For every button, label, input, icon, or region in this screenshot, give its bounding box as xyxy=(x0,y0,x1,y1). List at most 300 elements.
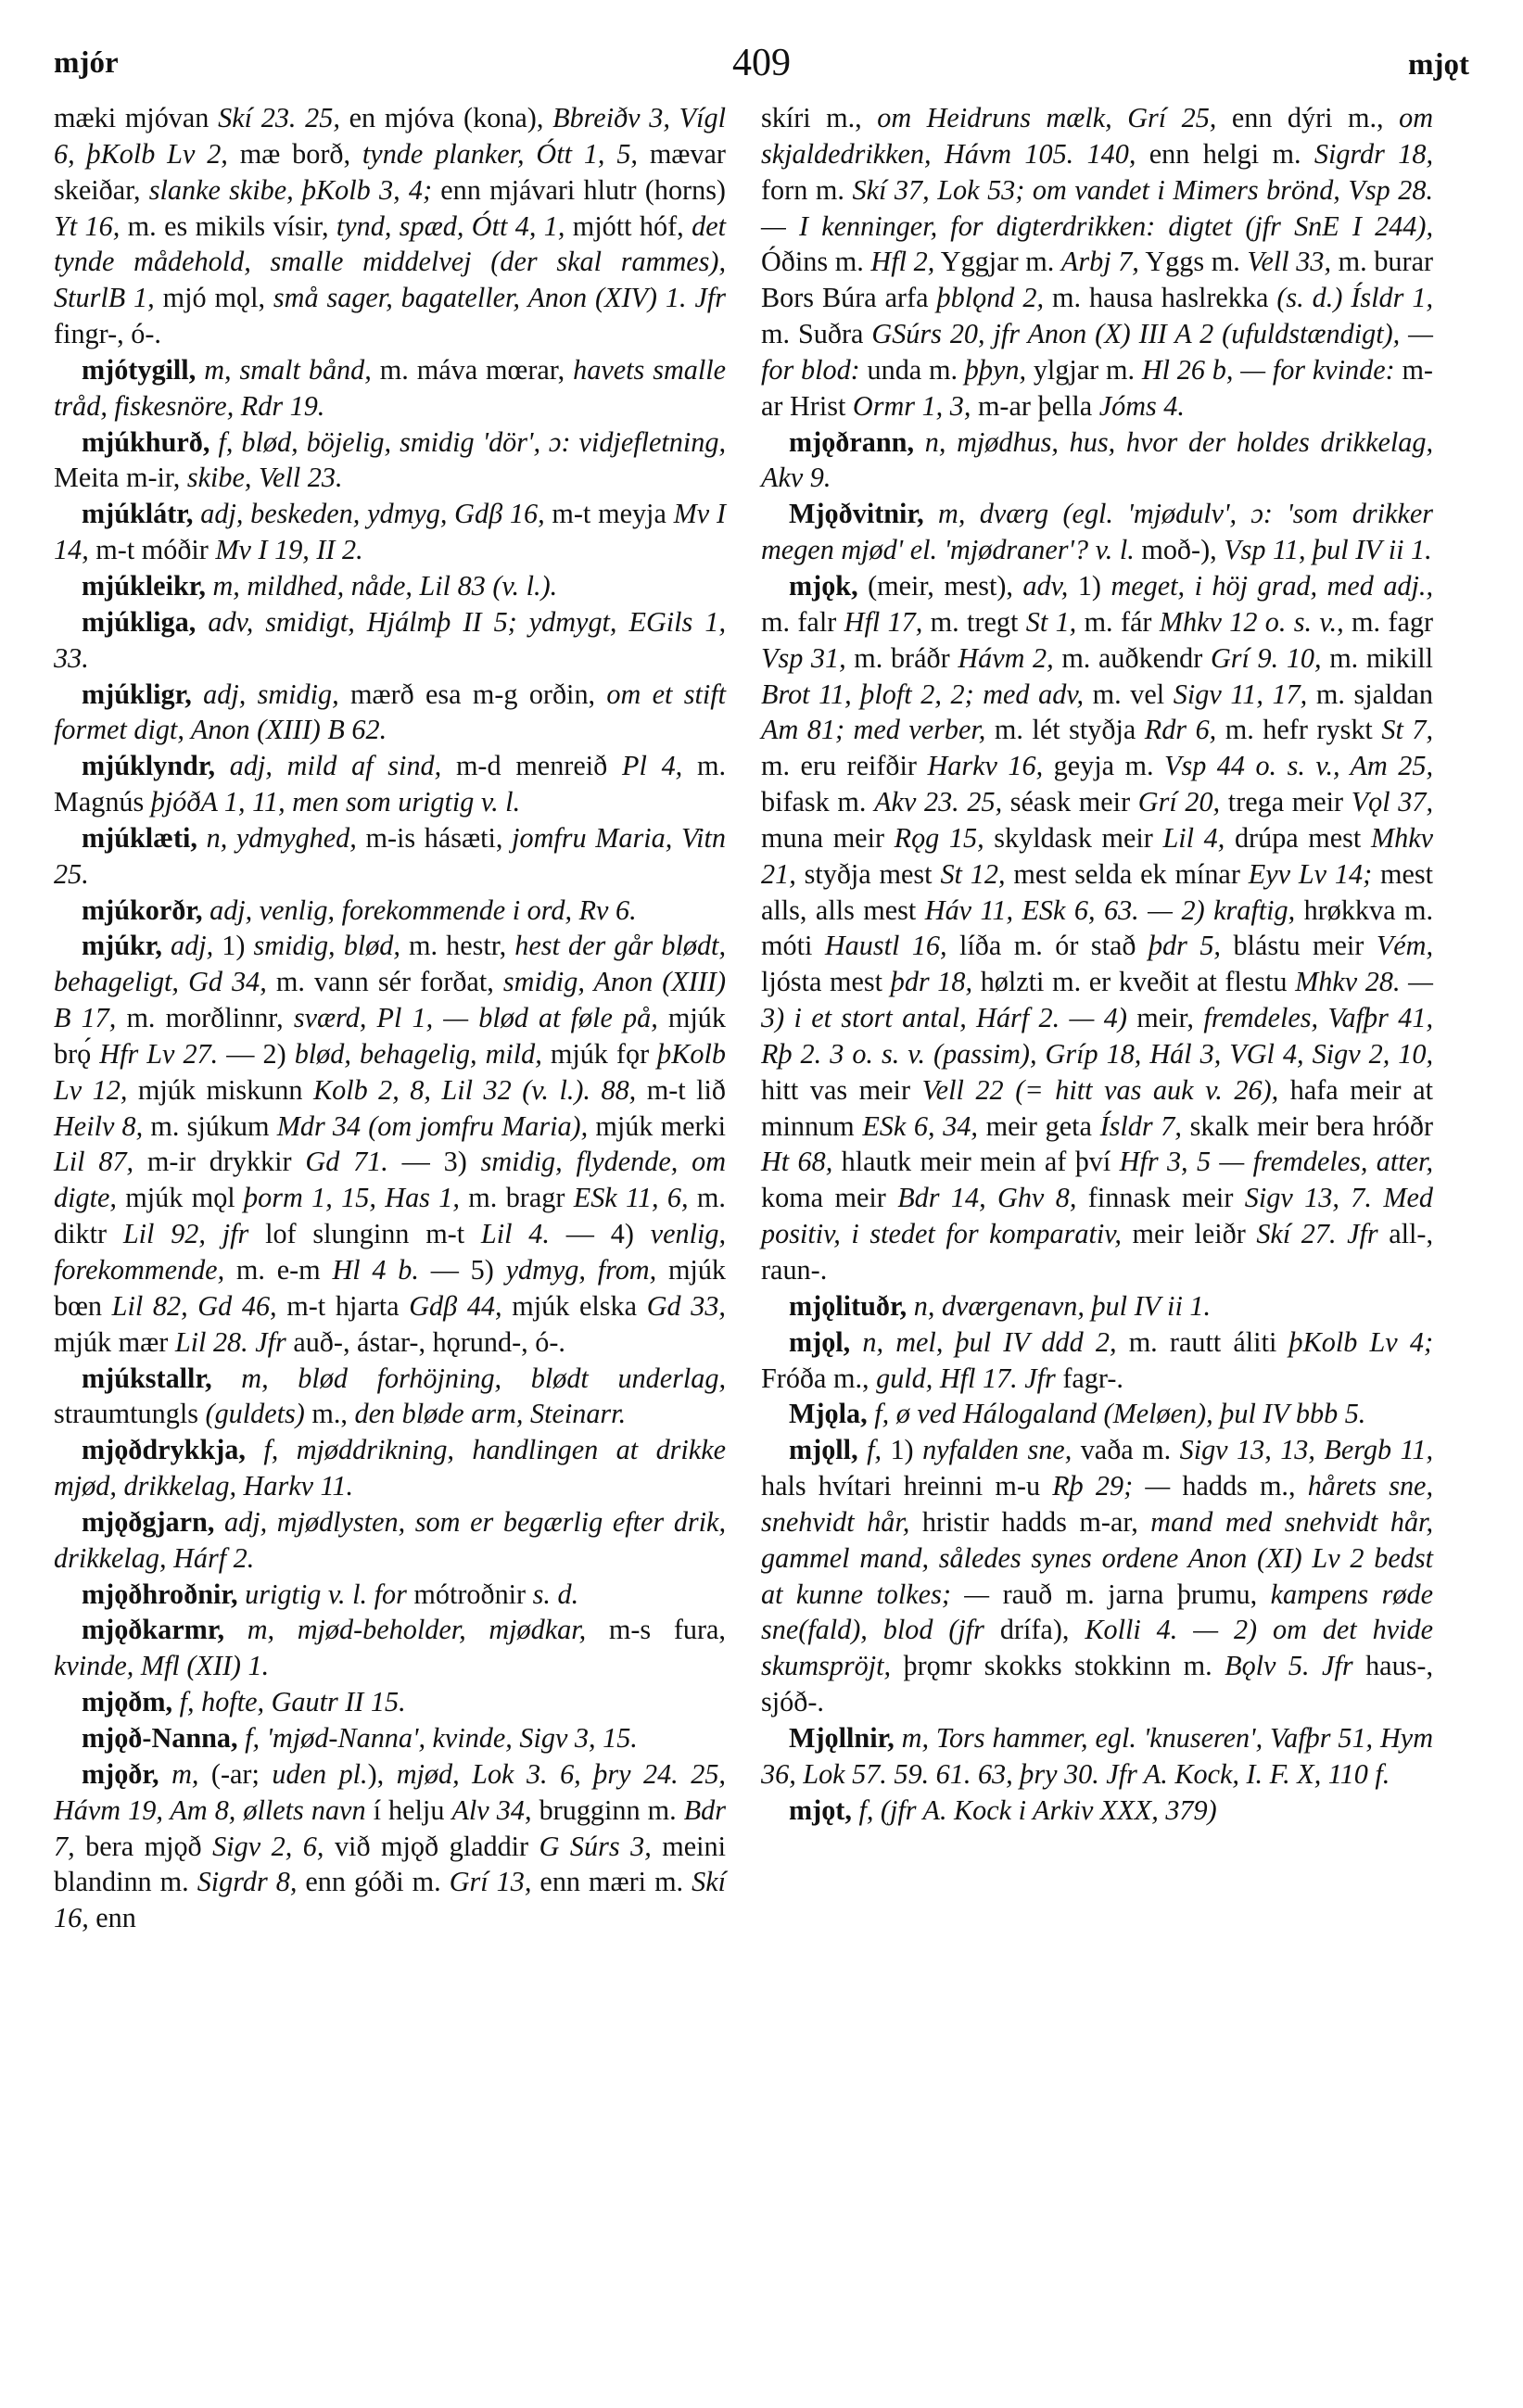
entry-text: koma meir xyxy=(761,1182,898,1214)
entry-gloss: Grí 20, xyxy=(1137,786,1221,818)
entry-text: Óðins m. xyxy=(761,246,871,278)
right-column xyxy=(761,100,1433,1829)
entry-gloss: Hfr 3, 5 — fremdeles, atter, xyxy=(1119,1146,1433,1178)
entry-headword: mjúkliga, xyxy=(82,605,197,638)
dictionary-entry xyxy=(761,1288,1433,1324)
entry-text: m-ar þella xyxy=(971,389,1099,422)
entry-gloss: Yt 16, xyxy=(54,209,121,242)
entry-gloss: Sigv 13, 13, Bergb 11, xyxy=(1179,1434,1433,1466)
entry-gloss: om et stift formet digt, Anon (XIII) B 62. xyxy=(54,678,727,746)
entry-text: straumtungls xyxy=(54,1398,206,1430)
entry-gloss: GSúrs 20, jfr Anon (X) III A 2 (ufuldstændigt), — for blod: xyxy=(761,318,1433,386)
entry-text: enn mæri m. xyxy=(531,1866,692,1898)
entry-text: mótroðnir xyxy=(406,1578,533,1610)
entry-text: m. sjaldan xyxy=(1307,678,1433,710)
entry-headword: mjǫl, xyxy=(789,1325,851,1358)
entry-text: styðja mest xyxy=(795,857,941,890)
entry-headword: mjǫlituðr, xyxy=(789,1289,907,1322)
entry-text: meir geta xyxy=(977,1109,1100,1142)
entry-text: m-is hásæti, xyxy=(356,821,513,854)
entry-gloss: mjød, Lok 3. 6, þry 24. 25, Hávm 19, Am 8, øllets navn xyxy=(54,1757,726,1826)
entry-gloss: Sigv 11, 17, xyxy=(1173,678,1308,710)
entry-text: séask meir xyxy=(1002,786,1138,818)
entry-headword: mjúkorðr, xyxy=(82,893,203,926)
entry-text: í helju xyxy=(365,1793,452,1826)
entry-text: m. tregt xyxy=(922,605,1026,638)
entry-gloss: slanke skibe, þKolb 3, 4; xyxy=(148,173,433,206)
entry-gloss: St 12, xyxy=(940,857,1006,890)
entry-headword: mjǫðrann, xyxy=(789,425,915,458)
entry-text: mæki mjóvan xyxy=(54,102,219,133)
entry-gloss: urigtig v. l. for xyxy=(237,1578,407,1610)
entry-gloss: þKolb Lv 4; xyxy=(1288,1325,1434,1358)
entry-text: hrøkkva m. móti xyxy=(761,893,1433,962)
entry-gloss: uden pl. xyxy=(272,1757,368,1790)
entry-text: hristir hadds m-ar, xyxy=(909,1505,1151,1538)
entry-headword: mjúklyndr, xyxy=(82,750,216,782)
entry-text: m. máva mœrar, xyxy=(371,353,574,386)
entry-gloss: Brot 11, þloft 2, 2; med adv, xyxy=(761,678,1085,710)
entry-gloss: kampens røde sne(fald), blod (jfr xyxy=(761,1578,1433,1646)
entry-text: m. hefr ryskt xyxy=(1216,714,1382,746)
entry-headword: mjǫðdrykkja, xyxy=(82,1434,246,1466)
entry-gloss: mand med snehvidt hår, gammel mand, således synes ordene Anon (XI) Lv 2 bedst at kunne tolkes; — xyxy=(761,1505,1433,1610)
entry-gloss: Lil 4, xyxy=(1162,821,1225,854)
entry-text: hals hvítari hreinni m-u xyxy=(761,1470,1053,1502)
dictionary-entry xyxy=(54,1577,726,1613)
entry-gloss: Skí 23. 25, xyxy=(218,102,340,133)
entry-gloss: Rþ 29; — xyxy=(1052,1470,1171,1502)
entry-gloss: kvinde, Mfl (XII) 1. xyxy=(54,1650,270,1682)
entry-gloss: Vǫl 37, xyxy=(1351,786,1434,818)
entry-text: hafa meir at minnum xyxy=(761,1073,1433,1142)
entry-gloss: Kolli 4. — 2) om det hvide skumspröjt, xyxy=(761,1614,1433,1682)
entry-headword: mjúkhurð, xyxy=(82,425,210,458)
entry-headword: mjǫk, xyxy=(789,569,858,602)
entry-gloss: den bløde arm, Steinarr. xyxy=(354,1398,627,1430)
dictionary-entry xyxy=(54,893,726,929)
entry-gloss: hest der går blødt, behageligt, Gd 34, xyxy=(54,930,726,998)
entry-gloss: Alv 34, xyxy=(451,1793,532,1826)
dictionary-entry xyxy=(761,425,1433,497)
entry-gloss: Gdβ 44, xyxy=(409,1289,502,1322)
entry-text: hadds m., xyxy=(1170,1470,1308,1502)
entry-text: Fróða m., xyxy=(761,1362,877,1394)
entry-text: m. Magnús xyxy=(54,750,727,818)
entry-text: 1) xyxy=(213,930,254,962)
entry-text: m. vel xyxy=(1084,678,1174,710)
entry-text: hlautk meir mein af því xyxy=(832,1146,1120,1178)
dictionary-entry xyxy=(54,425,726,497)
running-head-right: mjǫt xyxy=(1408,48,1469,82)
entry-gloss: m, Tors hammer, egl. 'knuseren', Vafþr 51, Hym 36, Lok 57. 59. 61. 63, þry 30. Jfr A. Kock, I. F. X, 110 f. xyxy=(761,1721,1433,1790)
entry-gloss: adv, xyxy=(1022,569,1069,602)
entry-gloss: tynde planker, Ótt 1, 5, xyxy=(362,137,638,170)
entry-text: við mjǫð gladdir xyxy=(324,1830,539,1862)
entry-text: — 3) xyxy=(387,1146,481,1178)
entry-gloss: Pl 4, xyxy=(622,750,683,782)
entry-text: blástu meir xyxy=(1220,930,1377,962)
entry-text: m-t lið xyxy=(636,1073,727,1106)
entry-text: ), xyxy=(367,1757,397,1790)
entry-gloss: Skí 37, Lok 53; om vandet i Mimers brönd, Vsp 28. — I kenninger, for digterdrikken: digtet (jfr SnE I 244), xyxy=(761,173,1433,242)
entry-gloss: Grí 13, xyxy=(449,1866,532,1898)
entry-text: skyldask meir xyxy=(984,821,1163,854)
entry-gloss: skibe, Vell 23. xyxy=(186,462,343,494)
entry-text: m. auðkendr xyxy=(1053,641,1211,674)
entry-gloss: jomfru Maria, Vitn 25. xyxy=(54,821,727,890)
entry-gloss: Lil 92, jfr xyxy=(122,1218,249,1250)
entry-gloss: adj, smidig, xyxy=(191,678,339,710)
entry-gloss: Mv I 19, II 2. xyxy=(215,534,363,566)
dictionary-entry xyxy=(761,1396,1433,1432)
entry-gloss: þdr 18, xyxy=(890,966,973,998)
entry-text: Yggjar m. xyxy=(934,246,1061,278)
entry-gloss: om skjaldedrikken, Hávm 105. 140, xyxy=(761,102,1433,170)
entry-text: forn m. xyxy=(761,173,853,206)
entry-text: m. hestr, xyxy=(400,930,515,962)
entry-gloss: St 1, xyxy=(1025,605,1077,638)
entry-text: (-ar; xyxy=(198,1757,273,1790)
entry-headword: mjǫll, xyxy=(789,1434,858,1466)
entry-gloss: m, blød forhöjning, blødt underlag, xyxy=(211,1362,726,1394)
entry-text: m. diktr xyxy=(54,1182,726,1250)
entry-gloss: nyfalden sne, xyxy=(922,1434,1072,1466)
entry-gloss: s. d. xyxy=(532,1578,579,1610)
entry-text: m., xyxy=(304,1398,355,1430)
entry-gloss: fremdeles, Vafþr 41, Rþ 2. 3 o. s. v. (passim), Gríp 18, Hál 3, VGl 4, Sigv 2, 10, xyxy=(761,1002,1433,1070)
entry-gloss: Am 81; med verber, xyxy=(761,714,986,746)
dictionary-entry xyxy=(54,352,726,425)
entry-text: enn xyxy=(88,1902,136,1934)
entry-text: all-, raun-. xyxy=(761,1218,1433,1286)
entry-gloss: Vém, xyxy=(1376,930,1433,962)
entry-gloss: Hfl 17, xyxy=(844,605,923,638)
entry-text: mjótt hóf, xyxy=(565,209,692,242)
entry-text: m-t hjarta xyxy=(276,1289,410,1322)
entry-text: m. bragr xyxy=(459,1182,574,1214)
entry-gloss: Jóms 4. xyxy=(1098,389,1185,422)
entry-headword: mjǫðr, xyxy=(82,1757,159,1790)
entry-text: en mjóva (kona), xyxy=(339,102,553,133)
dictionary-entry xyxy=(54,677,726,749)
entry-text: enn mjávari hlutr (horns) xyxy=(432,173,726,206)
entry-text: ljósta mest xyxy=(761,966,891,998)
entry-text: m-t móðir xyxy=(88,534,216,566)
entry-text: m-d menreið xyxy=(441,750,622,782)
entry-gloss: Hl 26 b, — for kvinde: xyxy=(1141,353,1395,386)
entry-gloss: adj, mild af sind, xyxy=(215,750,442,782)
entry-text: mest alls, alls mest xyxy=(761,857,1434,926)
entry-gloss: m, mildhed, nåde, Lil 83 (v. l.). xyxy=(205,569,558,602)
dictionary-entry xyxy=(54,496,726,568)
left-column xyxy=(54,100,726,1936)
entry-text: lof slunginn m-t xyxy=(248,1218,481,1250)
entry-text: (meir, mest), xyxy=(857,569,1023,602)
entry-gloss: þblǫnd 2, xyxy=(936,282,1045,314)
entry-gloss: (s. d.) Ísldr 1, xyxy=(1276,282,1433,314)
entry-gloss: Bdr 14, Ghv 8, xyxy=(897,1182,1077,1214)
entry-gloss: Skí 16, xyxy=(54,1866,727,1934)
entry-text: mjúk miskunn xyxy=(127,1073,313,1106)
entry-text: mærð esa m-g orðin, xyxy=(338,678,607,710)
entry-gloss: Sigv 2, 6, xyxy=(212,1830,324,1862)
entry-text: fingr-, ó-. xyxy=(54,318,161,350)
entry-gloss: f, hofte, Gautr II 15. xyxy=(172,1686,406,1718)
entry-gloss: Bbreiðv 3, Vígl 6, þKolb Lv 2, xyxy=(54,102,726,170)
entry-gloss: m, mjød-beholder, mjødkar, xyxy=(224,1614,587,1646)
entry-gloss: f, xyxy=(857,1434,882,1466)
entry-text: m. falr xyxy=(761,605,844,638)
dictionary-entry xyxy=(761,496,1433,568)
entry-gloss: om Heidruns mælk, Grí 25, xyxy=(877,102,1217,133)
entry-text: m. mikill xyxy=(1321,641,1433,674)
entry-gloss: n, mel, þul IV ddd 2, xyxy=(850,1325,1117,1358)
entry-gloss: meget, i höj grad, med adj., xyxy=(1111,569,1433,602)
entry-text: moð-), xyxy=(1134,534,1225,566)
entry-gloss: Haustl 16, xyxy=(824,930,947,962)
entry-text: auð-, ástar-, hǫrund-, ó-. xyxy=(286,1325,565,1358)
dictionary-entry xyxy=(54,748,726,820)
entry-gloss: G Súrs 3, xyxy=(539,1830,652,1862)
entry-gloss: Vsp 11, þul IV ii 1. xyxy=(1224,534,1432,566)
entry-gloss: Gd 33, xyxy=(646,1289,726,1322)
entry-gloss: Gd 71. xyxy=(305,1146,388,1178)
entry-text: m. hausa haslrekka xyxy=(1044,282,1277,314)
entry-gloss: þdr 5, xyxy=(1148,930,1221,962)
entry-gloss: m, xyxy=(159,1757,199,1790)
entry-text: Meita m-ir, xyxy=(54,462,187,494)
entry-text: m. fár xyxy=(1076,605,1160,638)
entry-headword: Mjǫðvitnir, xyxy=(789,498,924,530)
entry-text: mjúk brǫ́ xyxy=(54,1002,726,1070)
entry-gloss: Sigrdr 18, xyxy=(1314,137,1434,170)
entry-gloss: Háv 11, ESk 6, 63. — 2) kraftig, xyxy=(924,893,1296,926)
entry-continuation xyxy=(54,100,726,352)
entry-gloss: m, smalt bånd, xyxy=(196,353,372,386)
entry-gloss: venlig, forekommende, xyxy=(54,1218,726,1286)
dictionary-entry xyxy=(54,1504,726,1577)
page-header xyxy=(0,0,1523,83)
dictionary-entry xyxy=(54,1720,726,1756)
entry-continuation xyxy=(761,100,1433,425)
entry-gloss: små sager, bagateller, Anon (XIV) 1. Jfr xyxy=(273,282,726,314)
entry-headword: mjúkligr, xyxy=(82,678,192,710)
entry-gloss: smidig, blød, xyxy=(253,930,400,962)
entry-text: — 5) xyxy=(418,1254,506,1286)
entry-text: trega meir xyxy=(1220,786,1352,818)
entry-text: hitt vas meir xyxy=(761,1073,922,1106)
dictionary-entry xyxy=(761,1324,1433,1397)
dictionary-entry xyxy=(54,1684,726,1720)
entry-text: mjúk mær xyxy=(54,1325,175,1358)
dictionary-entry xyxy=(761,568,1433,1288)
entry-gloss: f, mjøddrikning, handlingen at drikke mjød, drikkelag, Harkv 11. xyxy=(54,1434,726,1502)
entry-gloss: hårets sne, snehvidt hår, xyxy=(761,1470,1433,1538)
entry-text: meir, xyxy=(1126,1002,1204,1034)
entry-gloss: m, dværg (egl. 'mjødulv', ɔ: 'som drikker megen mjød' el. 'mjødraner'? v. l. xyxy=(761,498,1433,566)
entry-gloss: Mhkv 21, xyxy=(761,821,1433,890)
entry-headword: mjúklæti, xyxy=(82,821,197,854)
entry-gloss: Hl 4 b. xyxy=(332,1254,419,1286)
entry-text: unda m. xyxy=(859,353,965,386)
entry-gloss: Ht 68, xyxy=(761,1146,833,1178)
entry-text: bifask m. xyxy=(761,786,875,818)
entry-text: — 2) xyxy=(218,1037,295,1070)
entry-gloss: Lil 87, xyxy=(54,1146,134,1178)
entry-gloss: Bdr 7, xyxy=(54,1793,727,1862)
entry-text: mjó mǫl, xyxy=(154,282,273,314)
entry-gloss: Arbj 7, xyxy=(1060,246,1139,278)
entry-gloss: Hfl 2, xyxy=(870,246,935,278)
entry-gloss: f, 'mjød-Nanna', kvinde, Sigv 3, 15. xyxy=(237,1721,638,1754)
entry-gloss: Vell 33, xyxy=(1247,246,1332,278)
entry-headword: mjǫðkarmr, xyxy=(82,1614,224,1646)
entry-text: m. lét styðja xyxy=(985,714,1145,746)
entry-text: drúpa mest xyxy=(1225,821,1371,854)
entry-gloss: blød, behagelig, mild, xyxy=(294,1037,542,1070)
entry-gloss: (guldets) xyxy=(205,1398,305,1430)
entry-gloss: Mhkv 28. — 3) i et stort antal, Hárf 2. — 4) xyxy=(761,966,1433,1034)
entry-text: mjúk mǫl xyxy=(116,1182,245,1214)
entry-text: enn góði m. xyxy=(297,1866,450,1898)
entry-text: mjúk merki xyxy=(588,1109,726,1142)
entry-gloss: Eyv Lv 14; xyxy=(1248,857,1373,890)
entry-text: m-ir drykkir xyxy=(133,1146,306,1178)
entry-text: m. vann sér forðat, xyxy=(266,966,503,998)
entry-text: brugginn m. xyxy=(531,1793,684,1826)
entry-headword: mjǫðgjarn, xyxy=(82,1505,215,1538)
entry-gloss: Heilv 8, xyxy=(54,1109,144,1142)
entry-gloss: Ísldr 7, xyxy=(1099,1109,1182,1142)
entry-gloss: þorm 1, 15, Has 1, xyxy=(244,1182,460,1214)
entry-text: m-ar Hrist xyxy=(761,353,1433,422)
entry-gloss: Mdr 34 (om jomfru Maria), xyxy=(276,1109,589,1142)
entry-text: enn helgi m. xyxy=(1136,137,1314,170)
entry-text: enn dýri m., xyxy=(1216,102,1400,133)
entry-gloss: f, ø ved Hálogaland (Meløen), þul IV bbb 5. xyxy=(867,1398,1366,1430)
dictionary-entry xyxy=(54,928,726,1360)
entry-gloss: adj, xyxy=(161,930,214,962)
entry-text: bera mjǫð xyxy=(74,1830,213,1862)
entry-text: mjúk fǫr xyxy=(541,1037,658,1070)
entry-text: hølzti m. er kveðit at flestu xyxy=(972,966,1296,998)
entry-text: mjúk elska xyxy=(501,1289,647,1322)
entry-text: m-s fura, xyxy=(586,1614,726,1646)
entry-gloss: Bǫlv 5. Jfr xyxy=(1225,1650,1353,1682)
entry-text: Yggs m. xyxy=(1138,246,1248,278)
entry-headword: mjǫðm, xyxy=(82,1686,173,1718)
entry-headword: Mjǫllnir, xyxy=(789,1721,895,1754)
entry-gloss: Akv 23. 25, xyxy=(874,786,1003,818)
entry-headword: mjúkleikr, xyxy=(82,569,206,602)
entry-text: m. sjúkum xyxy=(143,1109,277,1142)
entry-text: ylgjar m. xyxy=(1026,353,1142,386)
entry-gloss: Ormr 1, 3, xyxy=(852,389,971,422)
page-number: 409 xyxy=(732,42,791,84)
entry-text: þrǫmr skokks stokkinn m. xyxy=(891,1650,1225,1682)
entry-text: m-t meyja xyxy=(544,498,674,530)
entry-text: 1) xyxy=(882,1434,923,1466)
entry-gloss: Mv I 14, xyxy=(54,498,726,566)
entry-gloss: Hfr Lv 27. xyxy=(99,1037,219,1070)
entry-gloss: det tynde mådehold, smalle middelvej (der skal rammes), SturlB 1, xyxy=(54,209,726,314)
entry-gloss: tynd, spæd, Ótt 4, 1, xyxy=(336,209,565,242)
entry-gloss: Lil 82, Gd 46, xyxy=(111,1289,277,1322)
entry-gloss: Sigv 13, 7. Med positiv, i stedet for komparativ, xyxy=(761,1182,1433,1250)
entry-gloss: Vsp 44 o. s. v., Am 25, xyxy=(1164,750,1433,782)
entry-gloss: guld, Hfl 17. Jfr xyxy=(876,1362,1056,1394)
entry-headword: mjǫt, xyxy=(789,1793,852,1826)
entry-text: m. burar Bors Búra arfa xyxy=(761,246,1434,314)
entry-gloss: Vsp 31, xyxy=(761,641,846,674)
entry-text: rauð m. jarna þrumu, xyxy=(989,1578,1271,1610)
entry-gloss: sværd, Pl 1, — blød at føle på, xyxy=(293,1002,658,1034)
entry-text: mest selda ek mínar xyxy=(1005,857,1249,890)
entry-gloss: Grí 9. 10, xyxy=(1210,641,1322,674)
entry-text: mævar skeiðar, xyxy=(54,137,726,206)
entry-gloss: Sigrdr 8, xyxy=(197,1866,298,1898)
entry-text: m. morðlinnr, xyxy=(116,1002,294,1034)
dictionary-entry xyxy=(54,1361,726,1433)
running-head-left: mjór xyxy=(54,46,119,80)
dictionary-entry xyxy=(761,1793,1433,1829)
entry-headword: mjǫð-Nanna, xyxy=(82,1721,238,1754)
entry-text: skalk meir bera hróðr xyxy=(1181,1109,1433,1142)
entry-gloss: adj, venlig, forekommende i ord, Rv 6. xyxy=(202,893,637,926)
entry-headword: mjúkstallr, xyxy=(82,1362,212,1394)
entry-text: líða m. ór stað xyxy=(946,930,1149,962)
entry-text: finnask meir xyxy=(1076,1182,1245,1214)
entry-gloss: havets smalle tråd, fiskesnöre, Rdr 19. xyxy=(54,353,727,422)
entry-gloss: n, dværgenavn, þul IV ii 1. xyxy=(907,1289,1212,1322)
entry-text: haus-, sjóð-. xyxy=(761,1650,1434,1718)
entry-text: meini blandinn m. xyxy=(54,1830,727,1898)
entry-text: mæ borð, xyxy=(227,137,362,170)
entry-gloss: Rǫg 15, xyxy=(894,821,984,854)
entry-text: — 4) xyxy=(549,1218,651,1250)
entry-gloss: f, (jfr A. Kock i Arkiv XXX, 379) xyxy=(851,1793,1217,1826)
entry-gloss: Kolb 2, 8, Lil 32 (v. l.). 88, xyxy=(312,1073,637,1106)
entry-text: skíri m., xyxy=(761,102,878,133)
entry-gloss: Lil 28. Jfr xyxy=(174,1325,286,1358)
entry-gloss: Hávm 2, xyxy=(958,641,1054,674)
entry-headword: mjúkr, xyxy=(82,930,162,962)
entry-gloss: ydmyg, from, xyxy=(505,1254,657,1286)
entry-gloss: þþyn, xyxy=(964,353,1027,386)
entry-gloss: Lil 4. xyxy=(480,1218,550,1250)
entry-gloss: þKolb Lv 12, xyxy=(54,1037,726,1106)
entry-gloss: Harkv 16, xyxy=(927,750,1044,782)
entry-text: m. Suðra xyxy=(761,318,872,350)
entry-text: m. eru reifðir xyxy=(761,750,928,782)
entry-gloss: n, mjødhus, hus, hvor der holdes drikkelag, Akv 9. xyxy=(761,425,1433,494)
entry-text: m. es mikils vísir, xyxy=(120,209,336,242)
entry-gloss: smidig, flydende, om digte, xyxy=(54,1146,726,1214)
entry-headword: Mjǫla, xyxy=(789,1398,868,1430)
dictionary-entry xyxy=(761,1432,1433,1720)
dictionary-entry xyxy=(54,820,726,893)
entry-text: mjúk bœn xyxy=(54,1254,727,1322)
entry-gloss: ESk 11, 6, xyxy=(573,1182,689,1214)
entry-text: muna meir xyxy=(761,821,895,854)
entry-gloss: Vell 22 (= hitt vas auk v. 26), xyxy=(921,1073,1279,1106)
entry-gloss: n, ydmyghed, xyxy=(197,821,357,854)
entry-text: m. bráðr xyxy=(845,641,958,674)
entry-text: m. e-m xyxy=(224,1254,333,1286)
entry-gloss: f, blød, böjelig, smidig 'dör', ɔ: vidjefletning, xyxy=(209,425,726,458)
entry-text: meir leiðr xyxy=(1121,1218,1257,1250)
